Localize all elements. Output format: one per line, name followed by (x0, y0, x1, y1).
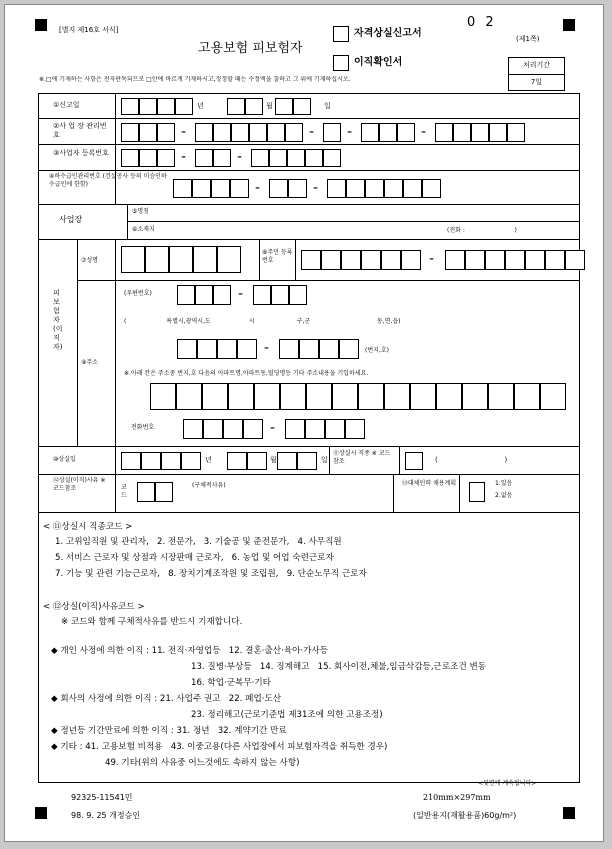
phone-digit-5[interactable] (285, 419, 305, 439)
subcontractor-no-digit-3[interactable] (211, 179, 230, 198)
postal-code-digit-2[interactable] (195, 285, 213, 305)
reason-personal-2: 13. 질병·부상등 14. 징계해고 15. 회사이전,체불,임금삭감등,근로조건 변동 (191, 662, 487, 672)
name-label: ⑦성명 (81, 257, 98, 264)
business-reg-no-digit-7[interactable] (269, 149, 287, 167)
subcontractor-no-digit-12[interactable] (422, 179, 441, 198)
separator-dash: - (237, 149, 243, 165)
separator-dash: - (313, 179, 319, 196)
replacement-plan-box[interactable] (469, 482, 485, 502)
footer-size: 210mm×297mm (423, 793, 491, 802)
business-reg-no-digit-1[interactable] (121, 149, 139, 167)
workplace-name-label: ⑤명칭 (132, 208, 149, 215)
business-reg-no-digit-10[interactable] (323, 149, 341, 167)
separator-dash: - (181, 123, 187, 140)
job-code-line-3: 7. 기능 및 관련 기능근로자, 8. 장치기계조작원 및 조립원, 9. 단순노무직 근로자 (55, 569, 367, 579)
job-code-line-2: 5. 서비스 근로자 및 상점과 시장판매 근로자, 6. 농업 및 어업 숙련근로자 (55, 553, 334, 563)
bunji-label: (번지,호) (365, 347, 389, 354)
address-detail-digit-1[interactable] (150, 383, 176, 410)
processing-value: 7일 (530, 78, 543, 86)
footer-paper: (일반용지(재활용품)60g/m²) (413, 811, 517, 820)
subcontractor-no-digit-6[interactable] (288, 179, 307, 198)
doc-code: 0 2 (467, 15, 497, 30)
workplace-mgmt-no-digit-18[interactable] (507, 123, 525, 142)
bunji-digit-1[interactable] (177, 339, 197, 359)
subcontractor-no-digit-7[interactable] (327, 179, 346, 198)
continued-note: <뒷면에 계속됩니다> (478, 780, 537, 787)
workplace-mgmt-no-digit-5[interactable] (213, 123, 231, 142)
address-detail-digit-6[interactable] (280, 383, 306, 410)
option-label-separation: 이직확인서 (354, 57, 403, 68)
subcontractor-no-digit-5[interactable] (269, 179, 288, 198)
report-month-digit-1[interactable] (227, 98, 245, 115)
subcontractor-no-digit-4[interactable] (230, 179, 249, 198)
workplace-mgmt-no-digit-1[interactable] (121, 123, 139, 142)
reason-code-heading: < ⑫상실(이직)사유코드 > (43, 602, 145, 612)
postal-code-digit-1[interactable] (177, 285, 195, 305)
workplace-mgmt-no-digit-16[interactable] (471, 123, 489, 142)
postal-code-digit-3[interactable] (213, 285, 231, 305)
form-number: [별지 제16호 서식] (59, 26, 119, 34)
workplace-mgmt-no-digit-4[interactable] (195, 123, 213, 142)
resident-no-digit-7[interactable] (445, 250, 465, 270)
form-page (4, 4, 604, 842)
phone-digit-6[interactable] (305, 419, 325, 439)
report-year-digit-2[interactable] (139, 98, 157, 115)
address-detail-digit-15[interactable] (514, 383, 540, 410)
subcontractor-no-digit-11[interactable] (403, 179, 422, 198)
replacement-plan-label: ⑬대체인력 채용계획 (401, 480, 457, 487)
address-detail-digit-16[interactable] (540, 383, 566, 410)
footer-approved: 98. 9. 25 개정승인 (71, 811, 141, 820)
reason-personal-3: 16. 학업·군복무·기타 (191, 678, 271, 688)
address-detail-digit-11[interactable] (410, 383, 436, 410)
loss-day-digit-2[interactable] (297, 452, 317, 470)
postal-code-digit-4[interactable] (253, 285, 271, 305)
workplace-label: 사업장 (59, 215, 83, 224)
replacement-no: 2.없음 (495, 492, 513, 499)
resident-no-digit-5[interactable] (381, 250, 401, 270)
workplace-mgmt-no-digit-10[interactable] (323, 123, 341, 142)
reason-company-2: 23. 정리해고(근로기준법 제31조에 의한 고용조정) (191, 710, 383, 720)
address-detail-digit-9[interactable] (358, 383, 384, 410)
reason-code-label: ⑫상실(이직)사유 ※ 코드참조 (53, 477, 106, 492)
phone-digit-4[interactable] (243, 419, 263, 439)
workplace-mgmt-no-digit-7[interactable] (249, 123, 267, 142)
separator-dash: - (255, 179, 261, 196)
phone-digit-2[interactable] (203, 419, 223, 439)
reason-company: ◆ 회사의 사정에 의한 이직 : 21. 사업주 권고 22. 폐업·도산 (51, 694, 282, 704)
resident-no-digit-12[interactable] (545, 250, 565, 270)
insured-section-label: 피보험자(이직자) (53, 289, 63, 351)
code-label: 코드 (121, 484, 127, 499)
workplace-address-label: ⑥소재지 (132, 226, 155, 233)
corner-mark-top-right (563, 19, 575, 31)
report-month-digit-2[interactable] (245, 98, 263, 115)
address-detail-digit-13[interactable] (462, 383, 488, 410)
business-reg-no-digit-4[interactable] (195, 149, 213, 167)
report-year-digit-1[interactable] (121, 98, 139, 115)
report-month-unit: 월 (266, 102, 273, 110)
report-day-digit-1[interactable] (275, 98, 293, 115)
report-day-unit: 일 (324, 102, 331, 110)
reason-code-digit-1[interactable] (137, 482, 155, 502)
corner-mark-top-left (35, 19, 47, 31)
address-detail-digit-12[interactable] (436, 383, 462, 410)
separator-dash: - (238, 286, 244, 302)
resident-no-digit-4[interactable] (361, 250, 381, 270)
workplace-mgmt-no-digit-8[interactable] (267, 123, 285, 142)
address-detail-digit-2[interactable] (176, 383, 202, 410)
resident-no-digit-2[interactable] (321, 250, 341, 270)
subcontractor-no-digit-10[interactable] (384, 179, 403, 198)
form-table (38, 93, 580, 783)
address-detail-digit-10[interactable] (384, 383, 410, 410)
name-digit-1[interactable] (121, 246, 145, 273)
separator-dash: - (181, 149, 187, 165)
reason-detail-label: (구체적사유) (192, 482, 226, 489)
bunji-digit-5[interactable] (279, 339, 299, 359)
bunji-digit-8[interactable] (339, 339, 359, 359)
name-digit-5[interactable] (217, 246, 241, 273)
phone-digit-3[interactable] (223, 419, 243, 439)
reason-code-note: ※ 코드와 함께 구체적사유를 반드시 기재합니다. (61, 617, 243, 627)
address-detail-digit-8[interactable] (332, 383, 358, 410)
postal-code-digit-5[interactable] (271, 285, 289, 305)
report-date-label: ①신고일 (53, 101, 80, 109)
reason-other-2: 49. 기타(위의 사유중 어느것에도 속하지 않는 사항) (105, 758, 300, 768)
job-code-box[interactable] (405, 452, 423, 470)
option-checkbox-separation[interactable] (333, 55, 349, 71)
subcontractor-no-digit-9[interactable] (365, 179, 384, 198)
reason-other: ◆ 기타 : 41. 고용보험 비적용 43. 이중고용(다른 사업장에서 피보험자격을 취득한 경우) (51, 742, 388, 752)
subcontractor-no-label: ④하수급인관리번호 (건설공사 등의 미승인하수급인에 한함) (49, 173, 167, 188)
resident-no-digit-11[interactable] (525, 250, 545, 270)
workplace-mgmt-no-digit-15[interactable] (453, 123, 471, 142)
loss-date-label: ⑩상실일 (53, 456, 76, 463)
phone-label: 전화번호 (131, 424, 155, 431)
resident-no-digit-3[interactable] (341, 250, 361, 270)
workplace-mgmt-no-digit-12[interactable] (379, 123, 397, 142)
separator-dash: - (429, 251, 435, 267)
subcontractor-no-digit-2[interactable] (192, 179, 211, 198)
workplace-mgmt-no-digit-2[interactable] (139, 123, 157, 142)
workplace-mgmt-no-digit-9[interactable] (285, 123, 303, 142)
resident-no-digit-13[interactable] (565, 250, 585, 270)
report-year-unit: 년 (197, 102, 204, 110)
name-digit-2[interactable] (145, 246, 169, 273)
report-day-digit-2[interactable] (293, 98, 311, 115)
job-code-line-1: 1. 고위임직원 및 관리자, 2. 전문가, 3. 기술공 및 준전문가, 4. 사무직원 (55, 537, 342, 547)
business-reg-no-label: ③사업자 등록번호 (53, 149, 109, 157)
business-reg-no-digit-3[interactable] (157, 149, 175, 167)
report-year-digit-3[interactable] (157, 98, 175, 115)
job-code-detail: ( ) (435, 456, 508, 464)
address-detail-digit-4[interactable] (228, 383, 254, 410)
loss-year-digit-3[interactable] (161, 452, 181, 470)
corner-mark-bottom-right (563, 807, 575, 819)
workplace-mgmt-no-digit-14[interactable] (435, 123, 453, 142)
address-detail-digit-14[interactable] (488, 383, 514, 410)
footer-code: 92325-11541민 (71, 793, 133, 802)
replacement-yes: 1.있음 (495, 480, 513, 487)
loss-month-unit: 월 (270, 456, 277, 464)
processing-box (508, 57, 565, 91)
phone-digit-8[interactable] (345, 419, 365, 439)
address-detail-digit-5[interactable] (254, 383, 280, 410)
bunji-digit-7[interactable] (319, 339, 339, 359)
bunji-digit-4[interactable] (237, 339, 257, 359)
loss-day-unit: 일 (321, 456, 328, 464)
address-label: ⑨주소 (81, 359, 98, 366)
address-note: ※.아래 칸은 주소중 번지,호 다음의 아파트명,아파트동,빌딩명등 기타 주소내용을 기입하세요. (124, 370, 369, 377)
workplace-mgmt-no-digit-3[interactable] (157, 123, 175, 142)
separator-dash: - (421, 123, 427, 140)
separator-dash: - (270, 420, 276, 436)
address-detail-digit-7[interactable] (306, 383, 332, 410)
name-digit-3[interactable] (169, 246, 193, 273)
subcontractor-no-digit-1[interactable] (173, 179, 192, 198)
separator-dash: - (347, 123, 353, 140)
subcontractor-no-digit-8[interactable] (346, 179, 365, 198)
corner-mark-bottom-left (35, 807, 47, 819)
postal-label: (우편번호) (124, 290, 152, 297)
page-side: (제1쪽) (516, 35, 540, 43)
workplace-mgmt-no-digit-13[interactable] (397, 123, 415, 142)
address-detail-digit-3[interactable] (202, 383, 228, 410)
phone-digit-7[interactable] (325, 419, 345, 439)
resident-no-label: ⑧주민 등록 번호 (262, 249, 293, 264)
workplace-mgmt-no-digit-11[interactable] (361, 123, 379, 142)
loss-year-unit: 년 (205, 456, 212, 464)
loss-day-digit-1[interactable] (277, 452, 297, 470)
bunji-digit-2[interactable] (197, 339, 217, 359)
job-code-heading: < ⑪상실시 직종코드 > (43, 522, 133, 532)
separator-dash: - (309, 123, 315, 140)
reason-expiry: ◆ 정년등 기간만료에 의한 이직 : 31. 정년 32. 계약기간 만료 (51, 726, 287, 736)
reason-personal: ◆ 개인 사정에 의한 이직 : 11. 전직·자영업등 12. 결혼·출산·육아·가사등 (51, 646, 329, 656)
address-line: ( 특별시,광역시,도 시 구,군 동,면,읍) (124, 318, 401, 325)
loss-month-digit-2[interactable] (247, 452, 267, 470)
option-label-loss: 자격상실신고서 (354, 28, 422, 39)
notice-text: ※.□에 기재하는 사항은 전자판독되므로 □안에 바르게 기재하시고,정정할 때는 수정액을 칠하고 그 위에 기재하십시오. (39, 76, 351, 83)
business-reg-no-digit-8[interactable] (287, 149, 305, 167)
name-digit-4[interactable] (193, 246, 217, 273)
processing-label: 처리기간 (522, 61, 551, 69)
workplace-mgmt-no-label: ②사 업 장 관리번호 (53, 122, 107, 139)
workplace-mgmt-no-digit-17[interactable] (489, 123, 507, 142)
bunji-digit-6[interactable] (299, 339, 319, 359)
resident-no-digit-10[interactable] (505, 250, 525, 270)
phone-digit-1[interactable] (183, 419, 203, 439)
reason-code-digit-2[interactable] (155, 482, 173, 502)
loss-year-digit-4[interactable] (181, 452, 201, 470)
business-reg-no-digit-5[interactable] (213, 149, 231, 167)
resident-no-digit-9[interactable] (485, 250, 505, 270)
separator-dash: - (264, 340, 270, 356)
postal-code-digit-6[interactable] (289, 285, 307, 305)
loss-year-digit-2[interactable] (141, 452, 161, 470)
bunji-digit-3[interactable] (217, 339, 237, 359)
resident-no-digit-6[interactable] (401, 250, 421, 270)
report-year-digit-4[interactable] (175, 98, 193, 115)
option-checkbox-loss[interactable] (333, 26, 349, 42)
form-title: 고용보험 피보험자 (198, 41, 303, 56)
job-code-label: ⑪상실시 직종 ※ 코드참조 (333, 450, 391, 465)
business-reg-no-digit-2[interactable] (139, 149, 157, 167)
loss-month-digit-1[interactable] (227, 452, 247, 470)
business-reg-no-digit-9[interactable] (305, 149, 323, 167)
resident-no-digit-8[interactable] (465, 250, 485, 270)
workplace-phone: (전화 : ) (447, 227, 517, 234)
resident-no-digit-1[interactable] (301, 250, 321, 270)
business-reg-no-digit-6[interactable] (251, 149, 269, 167)
loss-year-digit-1[interactable] (121, 452, 141, 470)
workplace-mgmt-no-digit-6[interactable] (231, 123, 249, 142)
